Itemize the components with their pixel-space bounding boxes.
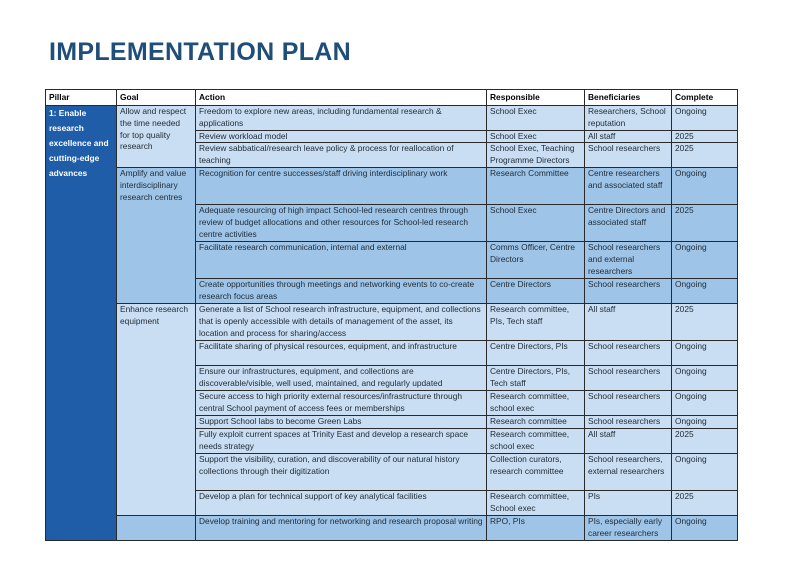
responsible-cell: School Exec: [487, 130, 585, 143]
table-row: [46, 106, 738, 131]
complete-cell: Ongoing: [672, 390, 738, 415]
goal-cell: Enhance research equipment: [117, 303, 196, 515]
responsible-cell: Centre Directors: [487, 278, 585, 303]
complete-cell: Ongoing: [672, 241, 738, 278]
header-goal: Goal: [117, 90, 196, 106]
header-complete: Complete: [672, 90, 738, 106]
action-cell: Develop training and mentoring for networking and research proposal writing: [196, 515, 487, 540]
action-cell: Facilitate sharing of physical resources, equipment, and infrastructure: [196, 340, 487, 365]
complete-cell: Ongoing: [672, 415, 738, 428]
complete-cell: 2025: [672, 490, 738, 515]
responsible-cell: School Exec: [487, 204, 585, 241]
complete-cell: Ongoing: [672, 167, 738, 204]
responsible-cell: RPO, PIs: [487, 515, 585, 540]
responsible-cell: Research committee: [487, 415, 585, 428]
complete-cell: 2025: [672, 143, 738, 168]
table-header-row: [46, 90, 738, 106]
beneficiaries-cell: School researchers: [585, 278, 672, 303]
responsible-cell: Centre Directors, PIs, Tech staff: [487, 365, 585, 390]
complete-cell: Ongoing: [672, 453, 738, 490]
action-cell: Generate a list of School research infrastructure, equipment, and collections that is openly accessible with details of management of the asset, its location and process for sharing/access: [196, 303, 487, 340]
action-cell: Support School labs to become Green Labs: [196, 415, 487, 428]
complete-cell: 2025: [672, 130, 738, 143]
action-cell: Facilitate research communication, internal and external: [196, 241, 487, 278]
header-action: Action: [196, 90, 487, 106]
action-cell: Adequate resourcing of high impact School-led research centres through review of budget allocations and other resources for School-led research centre activities: [196, 204, 487, 241]
responsible-cell: Research Committee: [487, 167, 585, 204]
beneficiaries-cell: Researchers, School reputation: [585, 106, 672, 131]
action-cell: Review workload model: [196, 130, 487, 143]
responsible-cell: Comms Officer, Centre Directors: [487, 241, 585, 278]
beneficiaries-cell: School researchers: [585, 415, 672, 428]
responsible-cell: Research committee, school exec: [487, 390, 585, 415]
action-cell: Freedom to explore new areas, including fundamental research & applications: [196, 106, 487, 131]
beneficiaries-cell: PIs, especially early career researchers: [585, 515, 672, 540]
responsible-cell: Research committee, PIs, Tech staff: [487, 303, 585, 340]
implementation-plan-table: [45, 89, 738, 541]
table-row: [46, 167, 738, 204]
goal-cell: Amplify and value interdisciplinary research centres: [117, 167, 196, 303]
table-row: [46, 515, 738, 540]
header-beneficiaries: Beneficiaries: [585, 90, 672, 106]
action-cell: Create opportunities through meetings and networking events to co-create research focus areas: [196, 278, 487, 303]
action-cell: Secure access to high priority external resources/infrastructure through central School payment of access fees or memberships: [196, 390, 487, 415]
action-cell: Develop a plan for technical support of key analytical facilities: [196, 490, 487, 515]
goal-cell: [117, 515, 196, 540]
pillar-cell: 1: Enable research excellence and cutting-edge advances: [46, 106, 117, 541]
complete-cell: 2025: [672, 428, 738, 453]
beneficiaries-cell: Centre Directors and associated staff: [585, 204, 672, 241]
action-cell: Recognition for centre successes/staff driving interdisciplinary work: [196, 167, 487, 204]
action-cell: Fully exploit current spaces at Trinity East and develop a research space needs strategy: [196, 428, 487, 453]
complete-cell: 2025: [672, 303, 738, 340]
responsible-cell: Research committee, school exec: [487, 428, 585, 453]
header-pillar: Pillar: [46, 90, 117, 106]
complete-cell: Ongoing: [672, 278, 738, 303]
beneficiaries-cell: All staff: [585, 303, 672, 340]
beneficiaries-cell: PIs: [585, 490, 672, 515]
responsible-cell: School Exec, Teaching Programme Directors: [487, 143, 585, 168]
beneficiaries-cell: All staff: [585, 428, 672, 453]
responsible-cell: Research committee, School exec: [487, 490, 585, 515]
responsible-cell: School Exec: [487, 106, 585, 131]
beneficiaries-cell: School researchers: [585, 143, 672, 168]
beneficiaries-cell: Centre researchers and associated staff: [585, 167, 672, 204]
complete-cell: Ongoing: [672, 340, 738, 365]
complete-cell: Ongoing: [672, 515, 738, 540]
complete-cell: Ongoing: [672, 106, 738, 131]
header-responsible: Responsible: [487, 90, 585, 106]
beneficiaries-cell: School researchers and external researchers: [585, 241, 672, 278]
beneficiaries-cell: School researchers: [585, 390, 672, 415]
responsible-cell: Collection curators, research committee: [487, 453, 585, 490]
action-cell: Support the visibility, curation, and discoverability of our natural history collections through their digitization: [196, 453, 487, 490]
action-cell: Ensure our infrastructures, equipment, and collections are discoverable/visible, well used, maintained, and regularly updated: [196, 365, 487, 390]
complete-cell: 2025: [672, 204, 738, 241]
beneficiaries-cell: School researchers: [585, 340, 672, 365]
beneficiaries-cell: School researchers: [585, 365, 672, 390]
action-cell: Review sabbatical/research leave policy & process for reallocation of teaching: [196, 143, 487, 168]
beneficiaries-cell: School researchers, external researchers: [585, 453, 672, 490]
goal-cell: Allow and respect the time needed for top quality research: [117, 106, 196, 168]
beneficiaries-cell: All staff: [585, 130, 672, 143]
page-title: IMPLEMENTATION PLAN: [49, 38, 351, 66]
complete-cell: Ongoing: [672, 365, 738, 390]
responsible-cell: Centre Directors, PIs: [487, 340, 585, 365]
table-row: [46, 303, 738, 340]
